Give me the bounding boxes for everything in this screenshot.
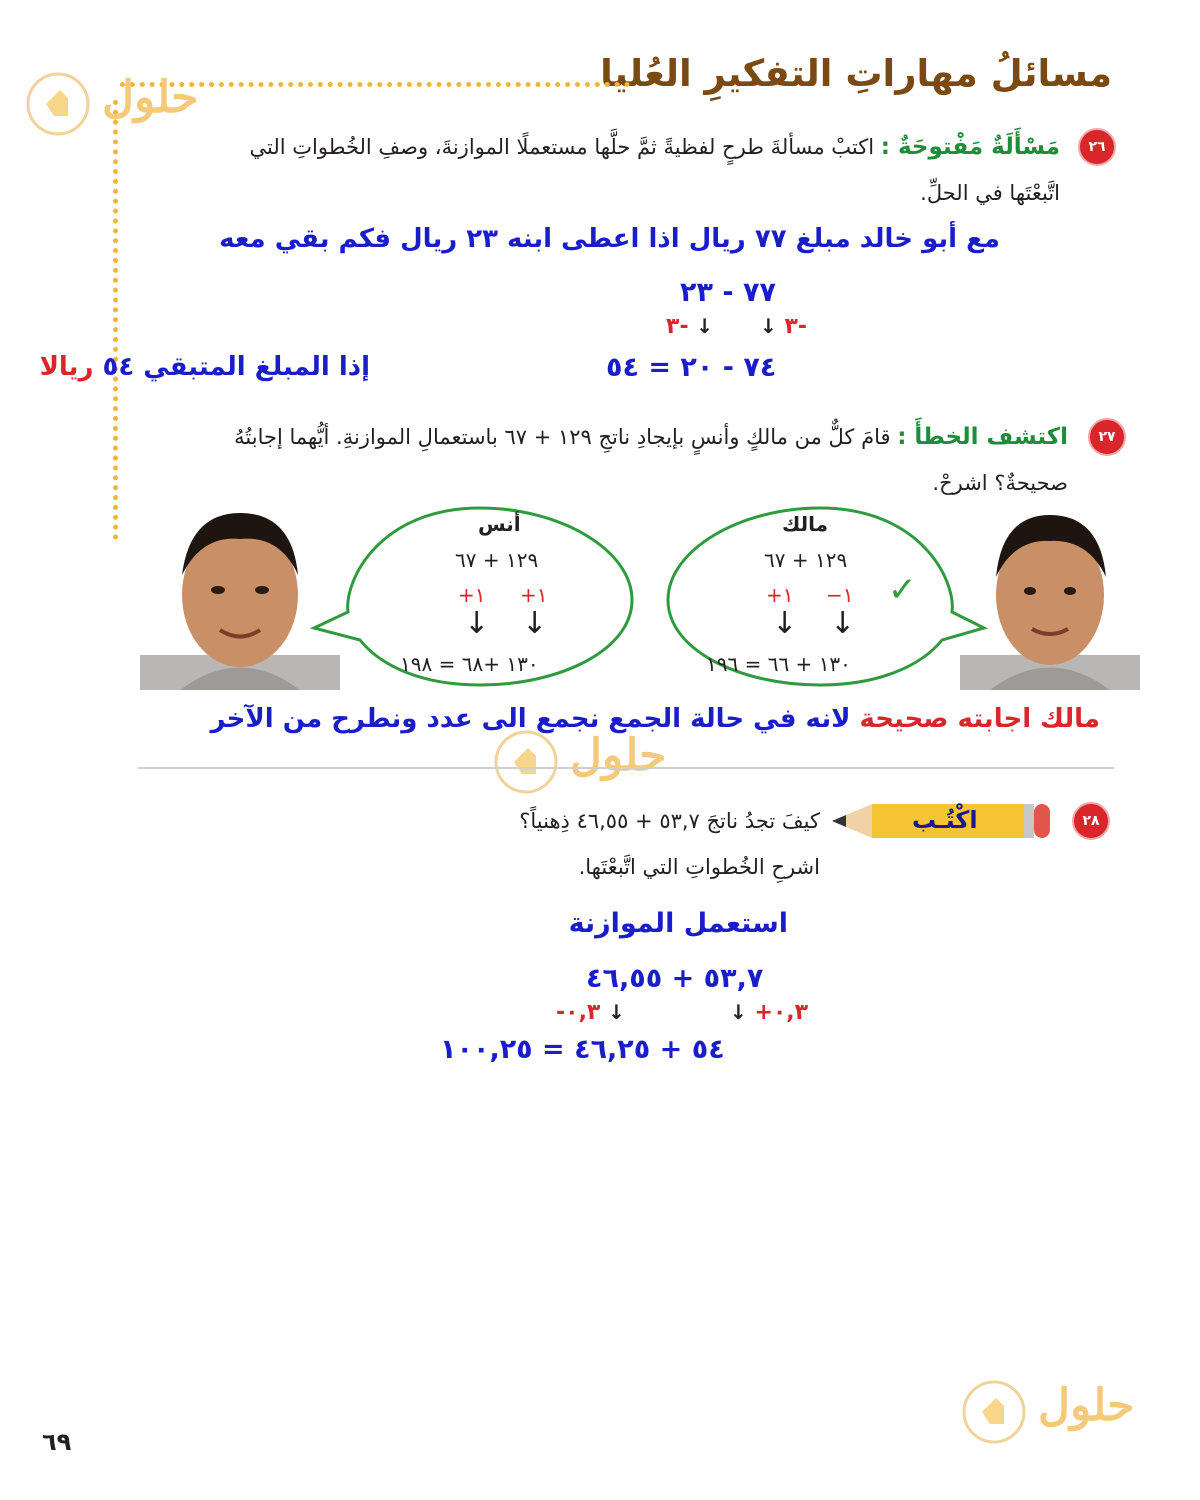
watermark-logo-mid	[492, 728, 667, 792]
q26-text	[140, 124, 1060, 216]
q27-answer-verdict: مالك اجابته صحيحة	[859, 704, 1100, 734]
book-icon	[492, 728, 562, 798]
page-number: ٦٩	[42, 1428, 72, 1456]
check-mark-icon: ✓	[888, 570, 917, 610]
q28-text	[400, 798, 820, 890]
q26-adjust-left-label: ٣-	[666, 314, 689, 339]
arrow-down-icon: ↓	[464, 606, 490, 641]
write-label: اكْتُـب	[912, 806, 978, 834]
section-title: مسائلُ مهاراتِ التفكيرِ العُليا	[600, 52, 1112, 95]
question-number-26: ٢٦	[1078, 128, 1116, 166]
q26-work-result: ٧٤ - ٢٠ = ٥٤	[606, 352, 777, 383]
q26-label: مَسْأَلَةٌ مَفْتوحَةٌ :	[880, 134, 1060, 160]
q26-conclusion-unit: ريالا	[39, 352, 94, 382]
watermark-text: حلول	[1038, 1380, 1135, 1431]
watermark-text: حلول	[102, 72, 199, 123]
q28-adjust-right-label: -٠,٣	[556, 1000, 601, 1025]
section-divider	[138, 767, 1114, 769]
q27-answer	[210, 704, 1100, 734]
watermark-text: حلول	[570, 730, 667, 781]
anas-adjust-right: +١	[520, 583, 548, 607]
malik-expression: ١٢٩ + ٦٧	[764, 548, 848, 572]
question-number-28: ٢٨	[1072, 802, 1110, 840]
q28-adjust-right	[556, 1000, 625, 1025]
q26-prompt-line2: اتَّبعْتَها في الحلِّ.	[920, 181, 1060, 205]
q26-work-top: ٧٧ - ٢٣	[680, 277, 776, 308]
q28-answer-title: استعمل الموازنة	[568, 908, 788, 939]
q26-prompt-line1: اكتبْ مسألةَ طرحٍ لفظيةً ثمَّ حلَّها مستعملًا الموازنةَ، وصفِ الخُطواتِ التي	[249, 135, 875, 159]
q26-adjust-right	[760, 314, 807, 339]
arrow-down-icon: ↓	[522, 606, 548, 641]
anas-name: أنس	[478, 512, 521, 536]
q28-work-result: ٥٤ + ٤٦,٢٥ = ١٠٠,٢٥	[440, 1034, 725, 1065]
q26-adjust-right-label: ٣-	[784, 314, 808, 339]
q26-conclusion	[40, 352, 370, 382]
malik-photo	[960, 505, 1140, 690]
watermark-logo-bottom	[960, 1378, 1135, 1442]
q27-label: اكتشف الخطأَ :	[897, 424, 1068, 450]
anas-result: ١٣٠ +٦٨ = ١٩٨	[400, 652, 539, 676]
q27-text	[148, 414, 1068, 506]
q28-prompt-line1: كيفَ تجدُ ناتجَ ٥٣,٧ + ٤٦,٥٥ ذِهنياً؟	[519, 809, 820, 833]
book-icon	[960, 1378, 1030, 1448]
q27-prompt-line2: صحيحةٌ؟ اشرحْ.	[932, 471, 1068, 495]
q28-adjust-left	[730, 1000, 808, 1025]
q27-prompt-line1: قامَ كلٌّ من مالكٍ وأنسٍ بإيجادِ ناتجِ ١٢٩ + ٦٧ باستعمالِ الموازنةِ. أيُّهما إجابتُهُ	[234, 425, 891, 449]
arrow-down-icon: ↓	[760, 314, 777, 338]
q27-answer-reason: لانه في حالة الجمع نجمع الى عدد ونطرح من الآخر	[210, 704, 851, 734]
anas-expression: ١٢٩ + ٦٧	[455, 548, 539, 572]
q26-conclusion-text: إذا المبلغ المتبقي ٥٤	[102, 352, 370, 382]
q28-adjust-left-label: +٠,٣	[754, 1000, 809, 1025]
malik-result: ١٣٠ + ٦٦ = ١٩٦	[706, 652, 851, 676]
margin-dotted-line	[113, 100, 118, 540]
malik-adjust-left: +١	[766, 583, 794, 607]
malik-adjust-right: −١	[826, 583, 854, 607]
arrow-down-icon: ↓	[830, 606, 856, 641]
arrow-down-icon: ↓	[608, 1000, 625, 1024]
anas-adjust-left: +١	[458, 583, 486, 607]
arrow-down-icon: ↓	[772, 606, 798, 641]
q28-work-top: ٥٣,٧ + ٤٦,٥٥	[586, 963, 764, 994]
arrow-down-icon: ↓	[696, 314, 714, 338]
malik-name: مالك	[782, 512, 829, 536]
q28-prompt-line2: اشرحِ الخُطواتِ التي اتَّبعْتَها.	[578, 855, 820, 879]
q26-answer-problem: مع أبو خالد مبلغ ٧٧ ريال اذا اعطى ابنه ٢٣ ريال فكم بقي معه	[219, 224, 1000, 254]
q26-adjust-left	[666, 314, 713, 339]
arrow-down-icon: ↓	[730, 1000, 747, 1024]
book-icon	[24, 70, 94, 140]
question-number-27: ٢٧	[1088, 418, 1126, 456]
